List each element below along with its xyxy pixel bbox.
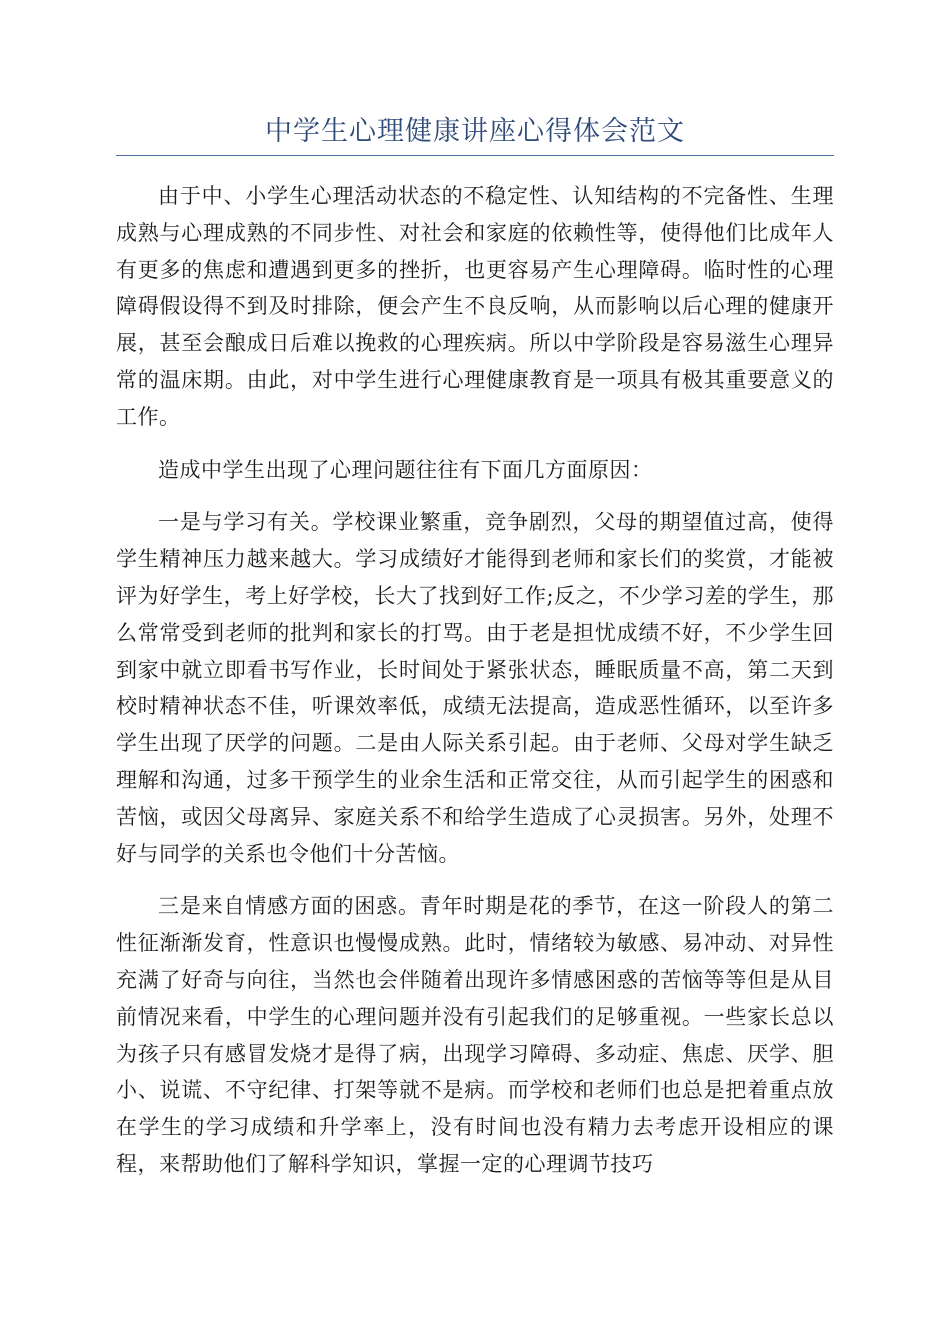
document-body xyxy=(116,178,834,1199)
document-title: 中学生心理健康讲座心得体会范文 xyxy=(265,116,685,147)
paragraph-3: 一是与学习有关。学校课业繁重，竞争剧烈，父母的期望值过高，使得学生精神压力越来越大。学习成绩好才能得到老师和家长们的奖赏，才能被评为好学生，考上好学校，长大了找到好工作;反之，不少学习差的学生，那么常常受到老师的批判和家长的打骂。由于老是担忧成绩不好，不少学生回到家中就立即看书写作业，长时间处于紧张状态，睡眠质量不高，第二天到校时精神状态不佳，听课效率低，成绩无法提高，造成恶性循环，以至许多学生出现了厌学的问题。二是由人际关系引起。由于老师、父母对学生缺乏理解和沟通，过多干预学生的业余生活和正常交往，从而引起学生的困惑和苦恼，或因父母离异、家庭关系不和给学生造成了心灵损害。另外，处理不好与同学的关系也令他们十分苦恼。 xyxy=(116,510,834,866)
title-underline xyxy=(116,155,834,156)
paragraph-2: 造成中学生出现了心理问题往往有下面几方面原因： xyxy=(158,457,653,482)
paragraph-1: 由于中、小学生心理活动状态的不稳定性、认知结构的不完备性、生理成熟与心理成熟的不同步性、对社会和家庭的依赖性等，使得他们比成年人有更多的焦虑和遭遇到更多的挫折，也更容易产生心理障碍。临时性的心理障碍假设得不到及时排除，便会产生不良反响，从而影响以后心理的健康开展，甚至会酿成日后难以挽救的心理疾病。所以中学阶段是容易滋生心理异常的温床期。由此，对中学生进行心理健康教育是一项具有极其重要意义的工作。 xyxy=(116,184,834,429)
paragraph-4: 三是来自情感方面的困惑。青年时期是花的季节，在这一阶段人的第二性征渐渐发育，性意识也慢慢成熟。此时，情绪较为敏感、易冲动、对异性充满了好奇与向往，当然也会伴随着出现许多情感困惑的苦恼等等但是从目前情况来看，中学生的心理问题并没有引起我们的足够重视。一些家长总以为孩子只有感冒发烧才是得了病，出现学习障碍、多动症、焦虑、厌学、胆小、说谎、不守纪律、打架等就不是病。而学校和老师们也总是把着重点放在学生的学习成绩和升学率上，没有时间也没有精力去考虑开设相应的课程，来帮助他们了解科学知识，掌握一定的心理调节技巧 xyxy=(116,894,834,1176)
